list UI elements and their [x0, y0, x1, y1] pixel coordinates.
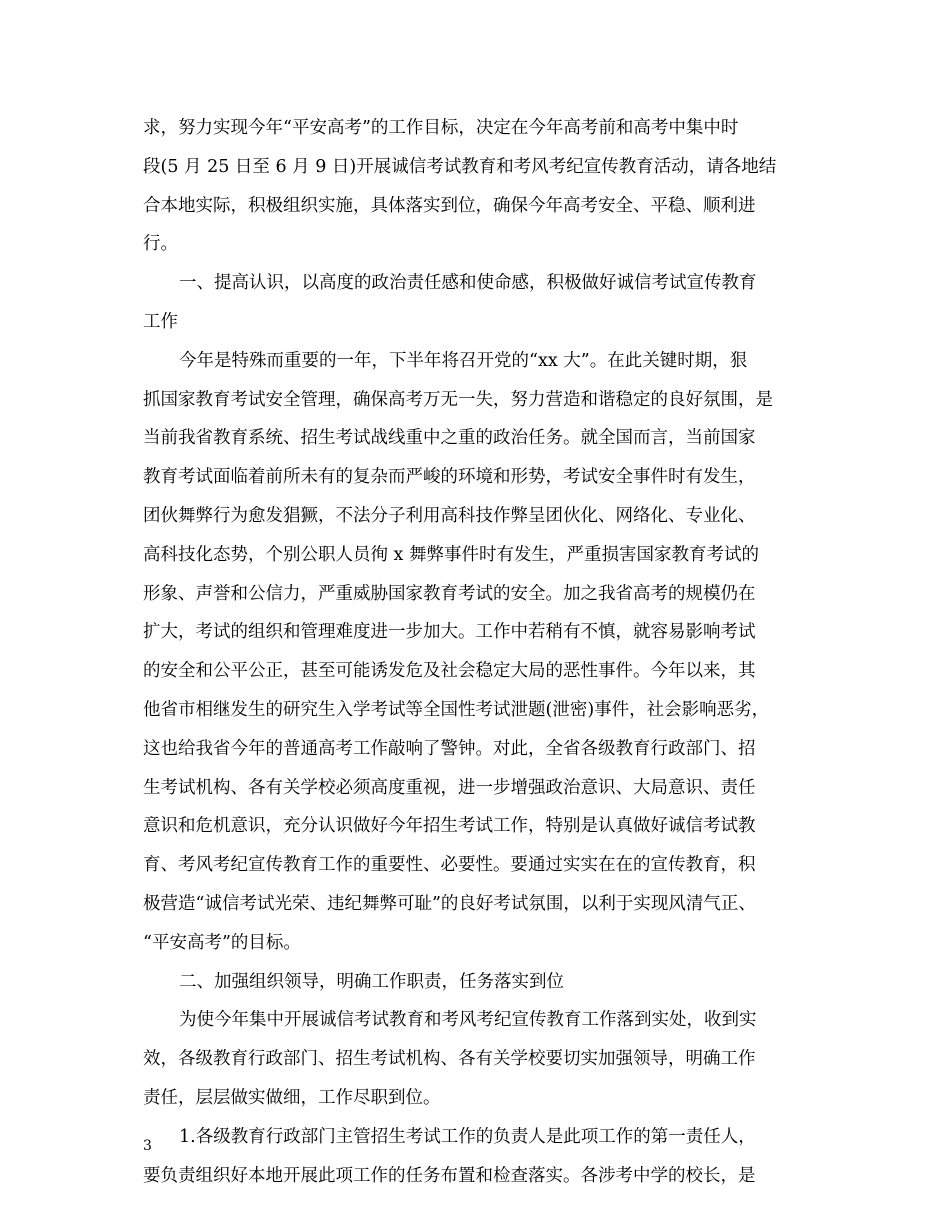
text-line: 效，各级教育行政部门、招生考试机构、各有关学校要切实加强领导，明确工作 — [143, 1049, 756, 1069]
text-line: 他省市相继发生的研究生入学考试等全国性考试泄题(泄密)事件，社会影响恶劣， — [143, 700, 770, 720]
text-line: 抓国家教育考试安全管理，确保高考万无一失，努力营造和谐稳定的良好氛围，是 — [143, 390, 773, 410]
text-line: 责任，层层做实做细，工作尽职到位。 — [143, 1088, 441, 1108]
text-line: 为使今年集中开展诚信考试教育和考风考纪宣传教育工作落到实处，收到实 — [179, 1010, 757, 1030]
text-line: 1.各级教育行政部门主管招生考试工作的负责人是此项工作的第一责任人， — [179, 1127, 756, 1147]
text-line: 形象、声誉和公信力，严重威胁国家教育考试的安全。加之我省高考的规模仍在 — [143, 584, 756, 604]
text-line: 段(5 月 25 日至 6 月 9 日)开展诚信考试教育和考风考纪宣传教育活动，请各地结 — [143, 157, 777, 177]
text-line: 生考试机构、各有关学校必须高度重视，进一步增强政治意识、大局意识、责任 — [143, 778, 756, 798]
text-line: 扩大，考试的组织和管理难度进一步加大。工作中若稍有不慎，就容易影响考试 — [143, 622, 756, 642]
text-line: 这也给我省今年的普通高考工作敲响了警钟。对此，全省各级教育行政部门、招 — [143, 739, 756, 759]
text-line: 意识和危机意识，充分认识做好今年招生考试工作，特别是认真做好诚信考试教 — [143, 816, 756, 836]
text-line: 求，努力实现今年“平安高考”的工作目标，决定在今年高考前和高考中集中时 — [143, 118, 739, 138]
page-number: 3 — [143, 1138, 152, 1154]
text-line: 行。 — [143, 234, 178, 254]
text-line: 今年是特殊而重要的一年，下半年将召开党的“xx 大”。在此关键时期，狠 — [179, 351, 748, 371]
text-line: “平安高考”的目标。 — [143, 933, 301, 953]
text-line: 的安全和公平公正，甚至可能诱发危及社会稳定大局的恶性事件。今年以来，其 — [143, 661, 756, 681]
section-heading-line: 一、提高认识，以高度的政治责任感和使命感，积极做好诚信考试宣传教育 — [179, 273, 757, 293]
text-line: 合本地实际，积极组织实施，具体落实到位，确保今年高考安全、平稳、顺利进 — [143, 196, 756, 216]
text-line: 极营造“诚信考试光荣、违纪舞弊可耻”的良好考试氛围，以利于实现风清气正、 — [143, 894, 756, 914]
section-heading-line: 工作 — [143, 312, 178, 332]
text-line: 当前我省教育系统、招生考试战线重中之重的政治任务。就全国而言，当前国家 — [143, 428, 756, 448]
text-line: 育、考风考纪宣传教育工作的重要性、必要性。要通过实实在在的宣传教育，积 — [143, 855, 756, 875]
text-line: 高科技化态势，个别公职人员徇 x 舞弊事件时有发生，严重损害国家教育考试的 — [143, 545, 759, 565]
text-line: 教育考试面临着前所未有的复杂而严峻的环境和形势，考试安全事件时有发生， — [143, 467, 756, 487]
text-line: 团伙舞弊行为愈发猖獗，不法分子利用高科技作弊呈团伙化、网络化、专业化、 — [143, 506, 756, 526]
text-line: 要负责组织好本地开展此项工作的任务布置和检查落实。各涉考中学的校长，是 — [143, 1166, 756, 1186]
section-heading-line: 二、加强组织领导，明确工作职责，任务落实到位 — [179, 972, 564, 992]
